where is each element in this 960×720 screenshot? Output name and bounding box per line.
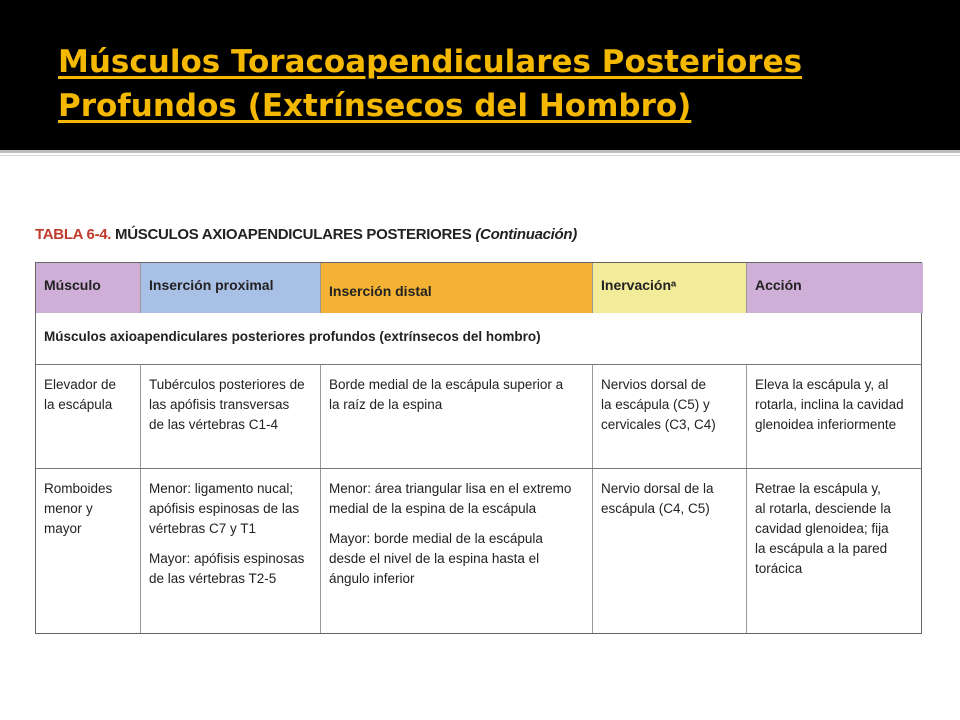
- table-subheading: Músculos axioapendiculares posteriores profundos (extrínsecos del hombro): [36, 313, 921, 365]
- cell-accion: [747, 469, 921, 633]
- cell-inervacion: [593, 365, 747, 468]
- cell-line: la escápula a la pared: [755, 541, 888, 556]
- cell-line: las apófisis transversas: [149, 397, 290, 412]
- cell-line: Romboides: [44, 481, 113, 496]
- cell-line: escápula (C4, C5): [601, 501, 710, 516]
- title-divider: [0, 150, 960, 153]
- cell-line: glenoidea inferiormente: [755, 417, 897, 432]
- table-caption-text: MÚSCULOS AXIOAPENDICULARES POSTERIORES: [115, 226, 472, 243]
- cell-line: torácica: [755, 561, 803, 576]
- cell-line: medial de la espina de la escápula: [329, 501, 537, 516]
- cell-paragraph-menor: [329, 479, 586, 519]
- cell-line: apófisis espinosas de las: [149, 501, 300, 516]
- header-musculo: Músculo: [36, 263, 141, 313]
- cell-insercion-distal: [321, 469, 593, 633]
- cell-line: ángulo inferior: [329, 571, 415, 586]
- table-caption: [35, 226, 577, 243]
- cell-line: la raíz de la espina: [329, 397, 443, 412]
- cell-line: Tubérculos posteriores de: [149, 377, 305, 392]
- cell-line: cavidad glenoidea; fija: [755, 521, 889, 536]
- cell-inervacion: [593, 469, 747, 633]
- cell-line: Retrae la escápula y,: [755, 481, 881, 496]
- cell-insercion-proximal: [141, 365, 321, 468]
- header-insercion-distal: Inserción distal: [321, 263, 593, 313]
- cell-paragraph-mayor: [329, 529, 586, 589]
- cell-line: Borde medial de la escápula superior a: [329, 377, 564, 392]
- table-caption-code: TABLA 6-4.: [35, 226, 112, 243]
- table-row: [36, 365, 921, 469]
- slide-title-line-2: Profundos (Extrínsecos del Hombro): [58, 88, 692, 124]
- slide-title-line-1: Músculos Toracoapendiculares Posteriores: [58, 44, 803, 80]
- muscle-table: [35, 262, 922, 634]
- cell-line: vértebras C7 y T1: [149, 521, 257, 536]
- cell-insercion-proximal: [141, 469, 321, 633]
- scanned-table-image: [30, 222, 930, 642]
- cell-line: Nervios dorsal de: [601, 377, 707, 392]
- table-caption-continuation: (Continuación): [475, 226, 577, 243]
- cell-line: de las vértebras C1-4: [149, 417, 279, 432]
- cell-line: Elevador de: [44, 377, 117, 392]
- cell-line: mayor: [44, 521, 82, 536]
- table-row: [36, 469, 921, 633]
- cell-paragraph-mayor: [149, 549, 314, 589]
- cell-line: menor y: [44, 501, 93, 516]
- cell-line: cervicales (C3, C4): [601, 417, 716, 432]
- title-bar: [0, 0, 960, 150]
- cell-paragraph-menor: [149, 479, 314, 539]
- cell-line: Menor: ligamento nucal;: [149, 481, 294, 496]
- cell-line: Mayor: apófisis espinosas: [149, 551, 305, 566]
- cell-line: desde el nivel de la espina hasta el: [329, 551, 540, 566]
- cell-line: la escápula (C5) y: [601, 397, 710, 412]
- header-inervacion: Inervaciónᵃ: [593, 263, 747, 313]
- slide-title: [58, 40, 938, 128]
- cell-line: Eleva la escápula y, al: [755, 377, 889, 392]
- header-accion: Acción: [747, 263, 923, 313]
- header-insercion-proximal: Inserción proximal: [141, 263, 321, 313]
- cell-line: de las vértebras T2-5: [149, 571, 277, 586]
- cell-musculo: [36, 469, 141, 633]
- cell-line: Menor: área triangular lisa en el extremo: [329, 481, 572, 496]
- title-divider-thin: [0, 155, 960, 156]
- cell-line: rotarla, inclina la cavidad: [755, 397, 904, 412]
- cell-line: Mayor: borde medial de la escápula: [329, 531, 543, 546]
- cell-musculo: [36, 365, 141, 468]
- cell-line: al rotarla, desciende la: [755, 501, 891, 516]
- cell-insercion-distal: [321, 365, 593, 468]
- cell-accion: [747, 365, 921, 468]
- cell-line: la escápula: [44, 397, 113, 412]
- cell-line: Nervio dorsal de la: [601, 481, 714, 496]
